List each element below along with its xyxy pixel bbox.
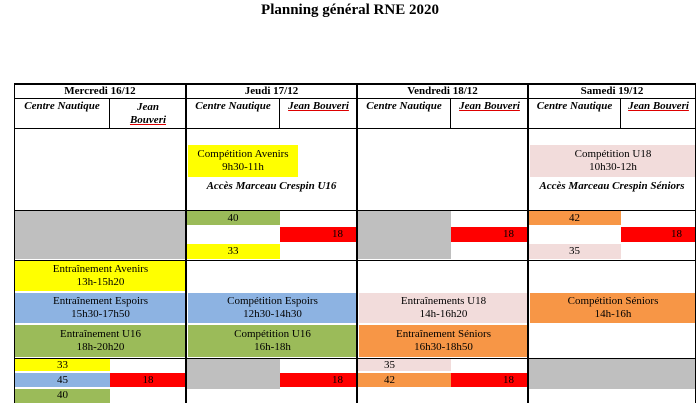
venue-bouveri-label: Bouveri <box>129 114 167 126</box>
day-header-wednesday: Mercredi 16/12 <box>64 84 136 97</box>
event-time: 14h-16h <box>594 308 632 320</box>
grid-line <box>279 99 280 128</box>
unavailable-block <box>15 211 186 259</box>
venue-jean-bouveri: Jean Bouveri <box>288 100 349 112</box>
event-title: Compétition Avenirs <box>197 148 289 160</box>
lane-count: 35 <box>357 359 451 371</box>
access-note-u16: Accès Marceau Crespin U16 <box>206 179 337 192</box>
grid-line <box>14 98 696 99</box>
venue-centre-nautique: Centre Nautique <box>536 100 613 112</box>
event-title: Entraînements U18 <box>400 295 487 307</box>
event-time: 16h30-18h50 <box>414 341 473 353</box>
day-header-saturday: Samedi 19/12 <box>580 84 644 97</box>
lane-count: 18 <box>621 227 696 242</box>
event-competition-avenirs <box>188 145 298 177</box>
event-title: Entraînement Espoirs <box>52 295 148 307</box>
schedule-table <box>14 83 696 403</box>
event-title: Compétition Espoirs <box>227 295 318 307</box>
event-title: Compétition U18 <box>574 148 652 160</box>
grid-line <box>14 210 696 211</box>
event-entrainement-u16 <box>15 325 186 357</box>
lane-count: 40 <box>186 211 280 225</box>
grid-line <box>14 128 696 129</box>
venue-centre-nautique: Centre Nautique <box>366 100 442 112</box>
event-title: Compétition U16 <box>234 328 311 340</box>
event-competition-espoirs <box>188 293 357 323</box>
event-competition-seniors <box>530 293 696 323</box>
event-time: 14h-16h20 <box>419 308 468 320</box>
lane-count: 18 <box>110 373 186 387</box>
lane-count: 40 <box>15 389 110 403</box>
lane-count: 18 <box>451 373 528 387</box>
venue-jean-bouveri: Jean Bouveri <box>459 100 520 112</box>
grid-line <box>109 99 110 128</box>
event-competition-u18 <box>530 145 696 177</box>
lane-count: 18 <box>280 373 357 387</box>
grid-line <box>185 83 187 403</box>
grid-line <box>14 358 696 359</box>
lane-count: 35 <box>528 244 621 259</box>
event-title: Compétition Séniors <box>567 295 659 307</box>
unavailable-block <box>186 359 280 389</box>
event-time: 9h30-11h <box>222 161 264 173</box>
lane-count: 18 <box>280 227 357 242</box>
event-competition-u16 <box>188 325 357 357</box>
grid-line <box>695 83 696 403</box>
event-time: 10h30-12h <box>589 161 637 173</box>
venue-centre-nautique: Centre Nautique <box>24 100 100 112</box>
lane-count: 33 <box>15 359 110 371</box>
grid-line <box>356 83 358 403</box>
event-title: Entraînement Séniors <box>395 328 491 340</box>
lane-count: 18 <box>451 227 528 242</box>
grid-line <box>450 99 451 128</box>
lane-count: 42 <box>528 211 621 225</box>
venue-jean-bouveri: Jean Bouveri <box>628 100 689 112</box>
event-time: 18h-20h20 <box>76 341 125 353</box>
venue-jean-bouveri <box>110 100 186 128</box>
lane-count: 45 <box>15 373 110 387</box>
day-header-friday: Vendredi 18/12 <box>407 84 478 97</box>
lane-count: 33 <box>186 244 280 259</box>
grid-line <box>14 83 15 403</box>
event-entrainement-avenirs <box>15 261 186 291</box>
unavailable-block <box>357 211 451 259</box>
grid-line <box>14 260 696 261</box>
lane-count: 42 <box>357 373 451 387</box>
event-time: 15h30-17h50 <box>71 308 130 320</box>
day-header-thursday: Jeudi 17/12 <box>244 84 299 97</box>
unavailable-block <box>528 359 696 389</box>
venue-jean-label: Jean <box>137 101 159 113</box>
page-title: Planning général RNE 2020 <box>261 2 439 18</box>
event-entrainement-seniors <box>359 325 528 357</box>
grid-line <box>14 83 696 85</box>
event-title: Entraînement Avenirs <box>52 263 149 275</box>
access-note-seniors: Accès Marceau Crespin Séniors <box>539 179 685 192</box>
event-entrainements-u18 <box>359 293 528 323</box>
event-time: 12h30-14h30 <box>243 308 302 320</box>
event-title: Entraînement U16 <box>60 328 141 340</box>
grid-line <box>620 99 621 128</box>
event-entrainement-espoirs <box>15 293 186 323</box>
venue-centre-nautique: Centre Nautique <box>195 100 271 112</box>
event-time: 16h-18h <box>254 341 291 353</box>
grid-line <box>527 83 529 403</box>
event-time: 13h-15h20 <box>76 276 125 288</box>
